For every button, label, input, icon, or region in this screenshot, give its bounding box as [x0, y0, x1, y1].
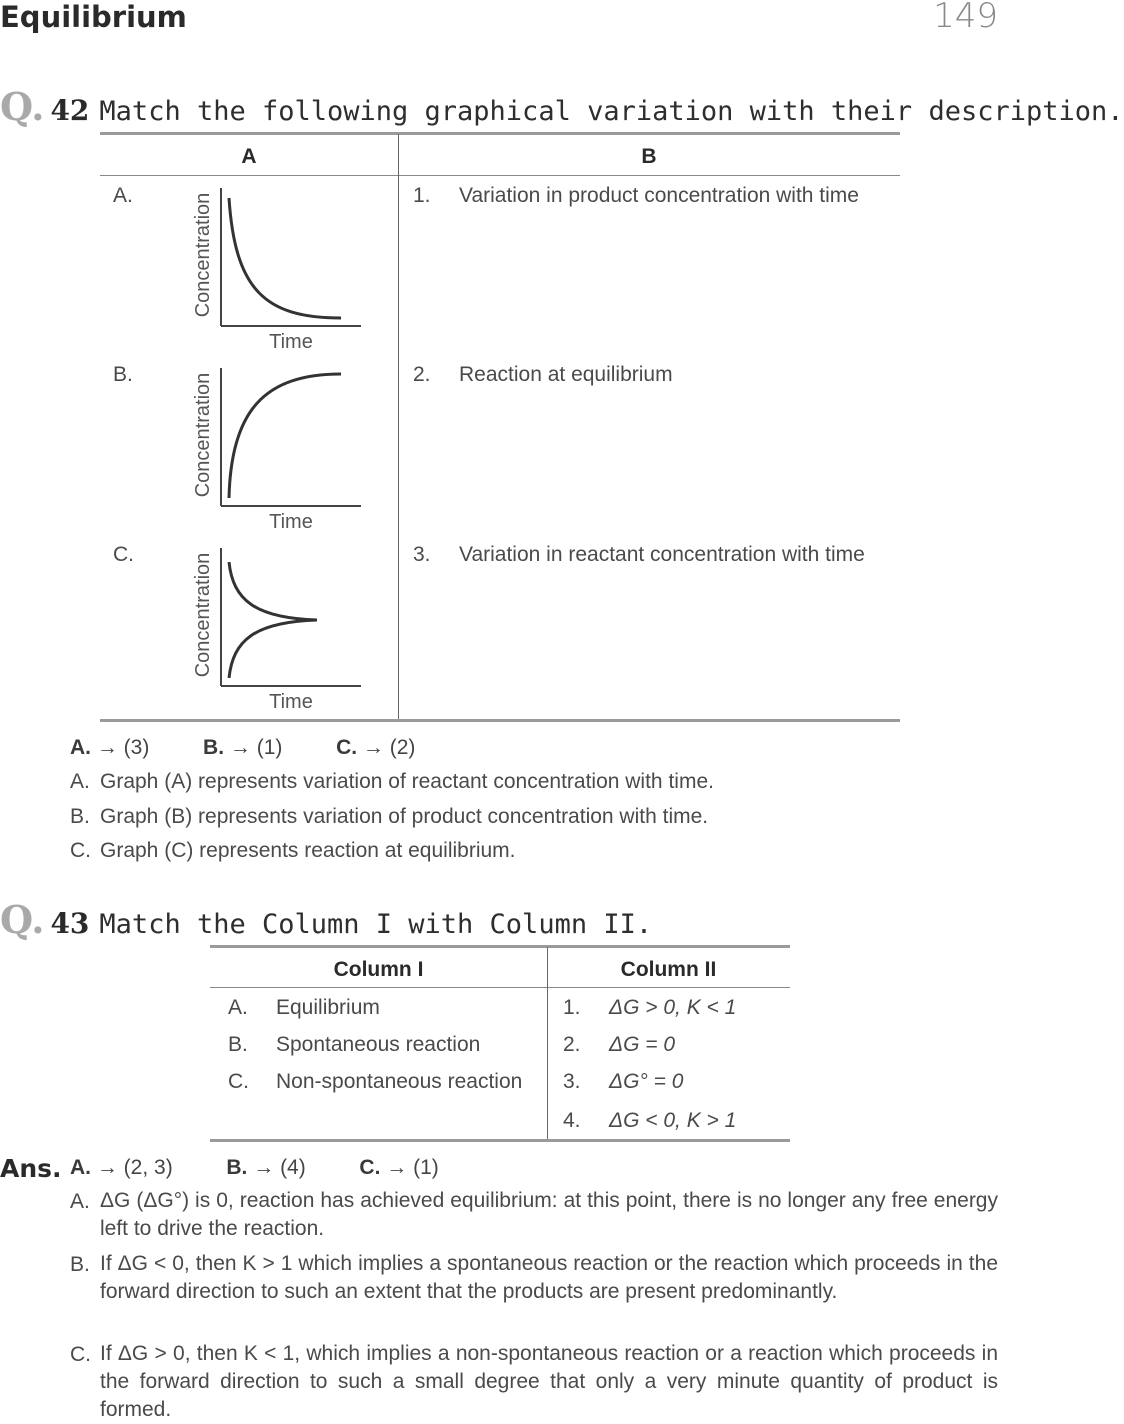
- q43-col1-c-text: Non-spontaneous reaction: [276, 1070, 523, 1093]
- q43-prompt: Match the Column I with Column II.: [99, 909, 653, 940]
- question-mark-icon: Q.: [0, 897, 45, 942]
- q43-col1-header: Column I: [333, 958, 424, 981]
- q43-number: 43: [50, 907, 90, 940]
- q42-expl-b-key: B.: [70, 805, 90, 828]
- q43-answer-a-key: A.: [70, 1156, 91, 1179]
- q42-expl-a-text: Graph (A) represents variation of reactant concentration with time.: [100, 770, 714, 793]
- q42-answer-b-val: → (1): [229, 736, 283, 759]
- graph-b-ylabel: Concentration: [192, 372, 214, 498]
- q43-answer-c-key: C.: [359, 1156, 381, 1179]
- q43-answer-row: [70, 1156, 439, 1180]
- q43-col2-2-num: 2.: [563, 1033, 581, 1056]
- q43-col2-1-text: ΔG > 0, K < 1: [609, 996, 737, 1019]
- q42-number: 42: [50, 94, 90, 127]
- q42-col-b-header: B: [641, 145, 657, 168]
- graph-c-product-curve: [229, 620, 317, 678]
- q42-answer-c-val: → (2): [362, 736, 416, 759]
- graph-b-curve: [229, 374, 341, 498]
- q43-expl-c-text: If ΔG > 0, then K < 1, which implies a non-spontaneous reaction or a reaction which proceeds in the forward direction to such a small degree that only a very minute quantity of product is formed.: [100, 1342, 998, 1421]
- q42-col-a-header: A: [241, 145, 257, 168]
- q42-answer-c-key: C.: [336, 736, 358, 759]
- graph-b-xlabel: Time: [269, 511, 313, 533]
- q42-answer-a-key: A.: [70, 736, 91, 759]
- desc-2-text: Reaction at equilibrium: [459, 363, 673, 386]
- graph-b: [185, 360, 375, 540]
- q43-col1-b-text: Spontaneous reaction: [276, 1033, 481, 1056]
- q43-header-rule: [210, 987, 790, 988]
- q43-answer-b-key: B.: [226, 1156, 248, 1179]
- q42-prompt: Match the following graphical variation with their description.: [99, 96, 1124, 127]
- graph-c-label: C.: [113, 543, 134, 566]
- q43-col2-4-text: ΔG < 0, K > 1: [609, 1109, 737, 1132]
- chapter-title: Equilibrium: [0, 0, 187, 34]
- q42-expl-c-text: Graph (C) represents reaction at equilibrium.: [100, 839, 516, 862]
- graph-c-xlabel: Time: [269, 691, 313, 713]
- q42-header-rule: [100, 175, 900, 176]
- graph-c-reactant-curve: [229, 562, 317, 620]
- q43-expl-b-key: B.: [70, 1253, 90, 1276]
- q42-answer-b-key: B.: [203, 736, 225, 759]
- q42-expl-b-text: Graph (B) represents variation of product concentration with time.: [100, 805, 709, 828]
- graph-a-ylabel: Concentration: [192, 192, 214, 318]
- q43-col2-header: Column II: [620, 958, 717, 981]
- q43-column-divider: [547, 947, 548, 1140]
- question-mark-icon: Q.: [0, 84, 45, 129]
- q43-expl-b-text: If ΔG < 0, then K > 1 which implies a spontaneous reaction or the reaction which proceeds in the forward direction to such an extent that the products are present predominantly.: [100, 1252, 998, 1303]
- q43-col2-3-text: ΔG° = 0: [609, 1070, 684, 1093]
- q43-answer-b-val: → (4): [253, 1156, 306, 1179]
- q43-col1-a-key: A.: [228, 996, 248, 1019]
- q43-col2-1-num: 1.: [563, 996, 581, 1019]
- graph-a: [185, 180, 375, 360]
- desc-3-text: Variation in reactant concentration with time: [459, 543, 865, 566]
- q43-col1-a-text: Equilibrium: [276, 996, 380, 1019]
- q42-table-top-rule: [100, 132, 900, 135]
- q43-table-bottom-rule: [210, 1139, 790, 1142]
- graph-a-label: A.: [113, 184, 133, 207]
- q43-expl-a-key: A.: [70, 1190, 90, 1213]
- q43-answer-label: Ans.: [0, 1154, 62, 1183]
- desc-1-text: Variation in product concentration with time: [459, 184, 859, 207]
- q43-answer-c-val: → (1): [386, 1156, 439, 1179]
- desc-3-num: 3.: [413, 543, 431, 566]
- desc-1-num: 1.: [413, 184, 431, 207]
- q43-expl-a-text: ΔG (ΔG°) is 0, reaction has achieved equilibrium: at this point, there is no longer any free energy left to drive the reaction.: [100, 1189, 998, 1240]
- q42-heading: [0, 84, 1124, 129]
- q43-expl-c-key: C.: [70, 1343, 91, 1366]
- q43-col1-b-key: B.: [228, 1033, 248, 1056]
- q43-col1-c-key: C.: [228, 1070, 249, 1093]
- q43-answer-a-val: → (2, 3): [96, 1156, 173, 1179]
- graph-c: [185, 540, 375, 720]
- graph-c-ylabel: Concentration: [192, 552, 214, 678]
- desc-2-num: 2.: [413, 363, 431, 386]
- page-number: 149: [933, 0, 998, 36]
- q42-expl-c-key: C.: [70, 839, 91, 862]
- q43-col2-3-num: 3.: [563, 1070, 581, 1093]
- q42-column-divider: [398, 134, 399, 720]
- graph-a-curve: [229, 198, 341, 318]
- q43-col2-4-num: 4.: [563, 1109, 581, 1132]
- q42-expl-a-key: A.: [70, 770, 90, 793]
- q42-answer-row: [70, 736, 415, 760]
- graph-b-label: B.: [113, 363, 133, 386]
- q43-table-top-rule: [210, 945, 790, 948]
- q43-heading: [0, 897, 652, 942]
- q42-answer-a-val: → (3): [96, 736, 150, 759]
- q43-col2-2-text: ΔG = 0: [609, 1033, 676, 1056]
- graph-a-xlabel: Time: [269, 331, 313, 353]
